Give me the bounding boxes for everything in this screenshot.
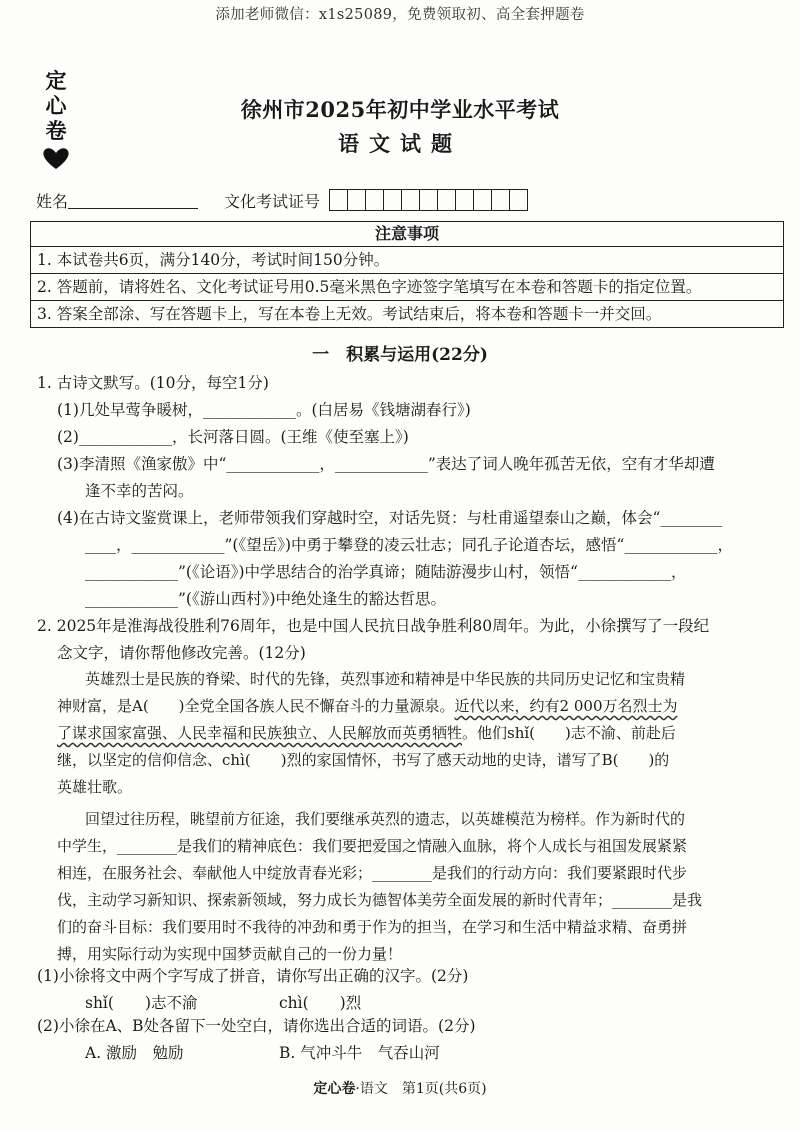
- digit-box[interactable]: [491, 189, 510, 211]
- digit-box[interactable]: [401, 189, 420, 211]
- passage-line: 回望过往历程，眺望前方征途，我们要继承英烈的遗志，以英雄模范为榜样。作为新时代的: [85, 810, 686, 828]
- notice-item: 2. 答题前，请将姓名、文化考试证号用0.5毫米黑色字迹签字笔填写在本卷和答题卡的指定位置。: [31, 274, 783, 301]
- passage-line: 继，以坚定的信仰信念、chì( )烈的家国情怀，书写了感天动地的史诗，谱写了B( )的: [57, 751, 670, 769]
- digit-box[interactable]: [383, 189, 402, 211]
- q1-item-2: (2)____________，长河落日圆。(王维《使至塞上》): [57, 428, 409, 446]
- passage-line: [57, 722, 676, 743]
- q2-stem: 2. 2025年是淮海战役胜利76周年，也是中国人民抗日战争胜利80周年。为此，小徐撰写了一段纪: [37, 617, 710, 635]
- digit-box[interactable]: [509, 189, 528, 211]
- passage-line: [57, 695, 678, 716]
- notice-box: [30, 221, 784, 328]
- q1-item-4-cont: ____，____________”(《望岳》)中勇于攀登的凌云壮志；同孔子论道杏坛，感悟“____________，: [85, 536, 733, 554]
- seal-char: 定: [45, 68, 67, 93]
- footer-brand: 定心卷: [313, 1081, 356, 1097]
- digit-box[interactable]: [437, 189, 456, 211]
- notice-item: 3. 答案全部涂、写在答题卡上，写在本卷上无效。考试结束后，将本卷和答题卡一并交回。: [37, 305, 662, 323]
- passage-line: 英雄烈士是民族的脊梁、时代的先锋，英烈事迹和精神是中华民族的共同历史记忆和宝贵精: [85, 670, 686, 688]
- q1-stem: 1. 古诗文默写。(10分，每空1分): [37, 374, 269, 392]
- passage-line: 英雄壮歌。: [57, 778, 133, 796]
- passage-text: 神财富，是A( )全党全国各族人民不懈奋斗的力量源泉。: [57, 697, 455, 715]
- section-heading: 一 积累与运用(22分): [312, 345, 488, 365]
- exam-title: 徐州市2025年初中学业水平考试: [240, 97, 560, 122]
- digit-box[interactable]: [365, 189, 384, 211]
- name-label: 姓名: [36, 192, 69, 211]
- passage-line: 伐，主动学习新知识、探索新领域，努力成长为德智体美劳全面发展的新时代青年；________是我: [57, 891, 703, 909]
- digit-box[interactable]: [419, 189, 438, 211]
- cert-label: 文化考试证号: [224, 192, 321, 211]
- passage-line: 相连，在服务社会、奉献他人中绽放青春光彩；________是我们的行动方向：我们要紧跟时代步: [57, 864, 688, 882]
- passage-text: 。他们shǐ( )志不渝、前赴后: [462, 724, 676, 742]
- q1-item-4-cont: ____________”(《论语》)中学思结合的治学真谛；随陆游漫步山村，领悟“____________，: [85, 563, 687, 581]
- footer-text: ·语文 第1页(共6页): [355, 1081, 487, 1097]
- q1-item-4-cont: ____________”(《游山西村》)中绝处逢生的豁达哲思。: [85, 590, 447, 608]
- passage-line: 搏，用实际行动为实现中国梦贡献自己的一份力量！: [57, 945, 403, 963]
- digit-box[interactable]: [455, 189, 474, 211]
- passage-line: 们的奋斗目标：我们要用时不我待的冲劲和勇于作为的担当，在学习和生活中精益求精、奋勇拼: [57, 918, 688, 936]
- page-footer: [0, 1078, 800, 1098]
- q2-sub-1-answer-b: chì( )烈: [279, 994, 362, 1012]
- id-row: [36, 189, 320, 212]
- q1-item-4: (4)在古诗文鉴赏课上，老师带领我们穿越时空，对话先贤：与杜甫遥望泰山之巅，体会“________: [57, 509, 723, 527]
- q2-stem-cont: 念文字，请你帮他修改完善。(12分): [57, 644, 306, 662]
- passage-line: 中学生，________是我们的精神底色：我们要把爱国之情融入血脉，将个人成长与祖国发展紧紧: [57, 837, 688, 855]
- q2-sub-1-answer-a: shǐ( )志不渝: [85, 994, 198, 1012]
- q2-sub-1: (1)小徐将文中两个字写成了拼音，请你写出正确的汉字。(2分): [37, 967, 469, 985]
- name-blank[interactable]: [68, 194, 198, 209]
- cert-number-boxes[interactable]: [329, 189, 527, 211]
- option-b: B. 气冲斗牛 气吞山河: [279, 1044, 440, 1062]
- notice-item: 1. 本试卷共6页，满分140分，考试时间150分钟。: [31, 247, 783, 274]
- exam-subtitle: 语文试题: [338, 131, 462, 156]
- option-a: A. 激励 勉励: [85, 1044, 184, 1062]
- wavy-underlined-sentence: 了谋求国家富强、人民幸福和民族独立、人民解放而英勇牺牲: [57, 724, 463, 742]
- q1-item-3: (3)李清照《渔家傲》中“____________，____________”表达了词人晚年孤苦无依，空有才华却遭: [57, 455, 715, 473]
- watermark-text: 添加老师微信：x1s25089，免费领取初、高全套押题卷: [215, 7, 585, 23]
- digit-box[interactable]: [347, 189, 366, 211]
- seal-char: 卷: [45, 118, 67, 143]
- q1-item-1: (1)几处早莺争暖树，____________。(白居易《钱塘湖春行》): [57, 401, 471, 419]
- q2-sub-2: (2)小徐在A、B处各留下一处空白，请你选出合适的词语。(2分): [37, 1017, 476, 1035]
- digit-box[interactable]: [329, 189, 348, 211]
- notice-heading: 注意事项: [31, 222, 783, 247]
- wavy-underlined-sentence: 近代以来，约有2 000万名烈士为: [454, 697, 678, 715]
- q1-item-3-cont: 逢不幸的苦闷。: [85, 482, 194, 500]
- digit-box[interactable]: [473, 189, 492, 211]
- seal-char: 心: [45, 93, 67, 118]
